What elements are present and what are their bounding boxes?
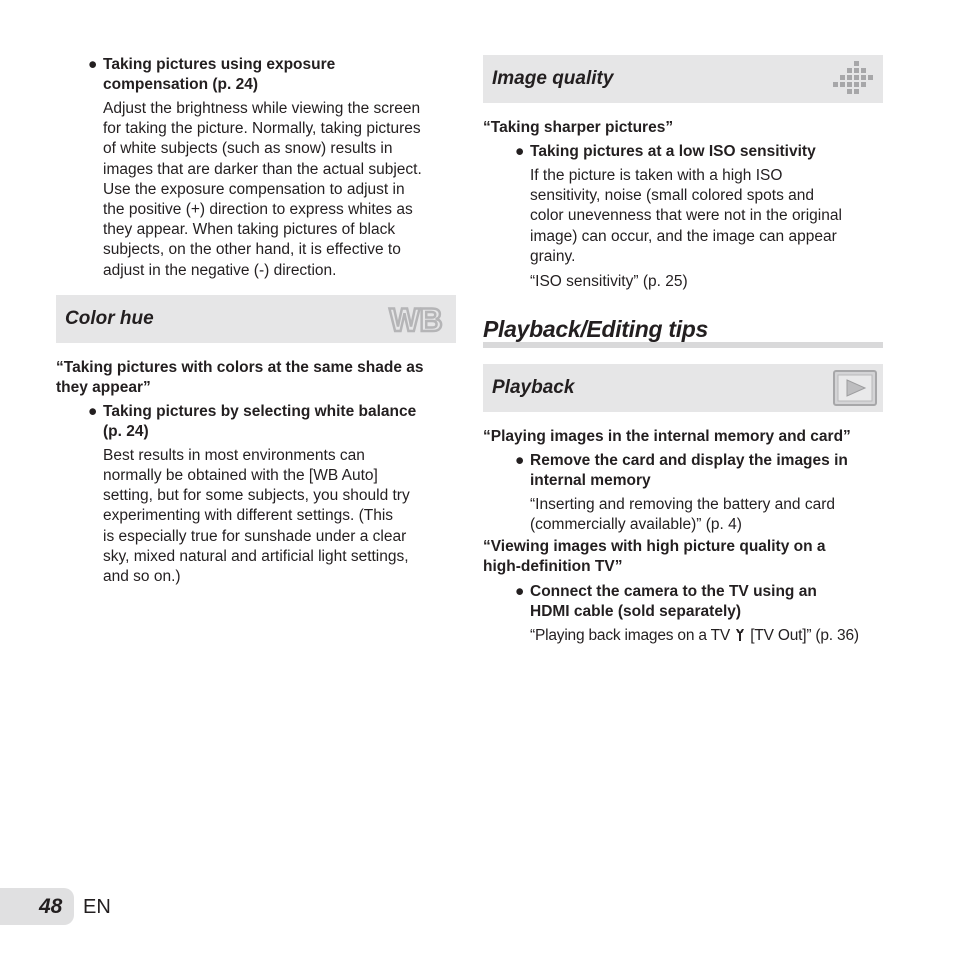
color-hue-bar — [56, 295, 456, 343]
hdmi-heading: ● Connect the camera to the TV using an HDMI cable (sold separately) — [515, 582, 817, 620]
bullet-icon: ● — [515, 582, 525, 600]
image-quality-bar — [483, 55, 883, 103]
right-column — [483, 55, 883, 646]
remove-card-heading: ● Remove the card and display the images in internal memory — [515, 452, 848, 490]
language-code: EN — [83, 896, 111, 918]
exposure-body: Adjust the brightness while viewing the screen for taking the picture. Normally, taking pictures of white subjects (such as snow) results in images that are darker than the actual subject. Use the exposure compensation to adjust in the positive (+) direction to express whites as they appear. When taking pictures of black subjects, on the other hand, it is effective to adjust in the negative (-) direction. — [103, 100, 422, 279]
bullet-icon: ● — [515, 143, 525, 160]
color-hue-quote: “Taking pictures with colors at the same shade as they appear” — [56, 358, 424, 396]
iso-ref: “ISO sensitivity” (p. 25) — [530, 273, 688, 291]
playback-quote-1: “Playing images in the internal memory and card” — [483, 428, 851, 446]
image-quality-quote: “Taking sharper pictures” — [483, 119, 674, 136]
white-balance-heading: ● Taking pictures by selecting white balance (p. 24) — [88, 402, 417, 440]
battery-ref: “Inserting and removing the battery and card (commercially available)” (p. 4) — [530, 496, 836, 534]
wb-icon — [382, 301, 450, 337]
play-icon — [833, 370, 877, 406]
page-number-tab — [0, 888, 74, 925]
wb-icon-text: WB — [389, 301, 443, 337]
white-balance-body: Best results in most environments can normally be obtained with the [WB Auto] setting, but for some subjects, you should try experimenting with different settings. (This is especially true for sunshade under a clear sky, mixed natural and artificial light settings, and so on.) — [103, 446, 410, 586]
iso-body: If the picture is taken with a high ISO sensitivity, noise (small colored spots and color unevenness that were not in the original image) can occur, and the image can appear grainy. — [530, 167, 842, 265]
playback-editing-title: Playback/Editing tips — [483, 316, 883, 352]
page-number: 48 — [39, 895, 63, 918]
playback-quote-2: “Viewing images with high picture quality on a high-definition TV” — [483, 537, 826, 575]
exposure-heading: ● Taking pictures using exposure compensation (p. 24) — [88, 56, 336, 93]
bullet-icon: ● — [88, 402, 98, 420]
image-quality-title: Image quality — [492, 68, 614, 89]
image-quality-icon — [832, 60, 876, 98]
bullet-icon: ● — [88, 56, 98, 73]
left-column — [56, 55, 456, 587]
playback-bar — [483, 364, 883, 412]
setup-wrench-icon — [735, 628, 745, 642]
playback-title: Playback — [492, 377, 575, 399]
tv-out-ref: “Playing back images on a TV [TV Out]” (p. 36) — [530, 626, 859, 644]
iso-heading: ● Taking pictures at a low ISO sensitivity — [515, 143, 816, 160]
bullet-icon: ● — [515, 452, 525, 470]
color-hue-title: Color hue — [65, 307, 154, 329]
